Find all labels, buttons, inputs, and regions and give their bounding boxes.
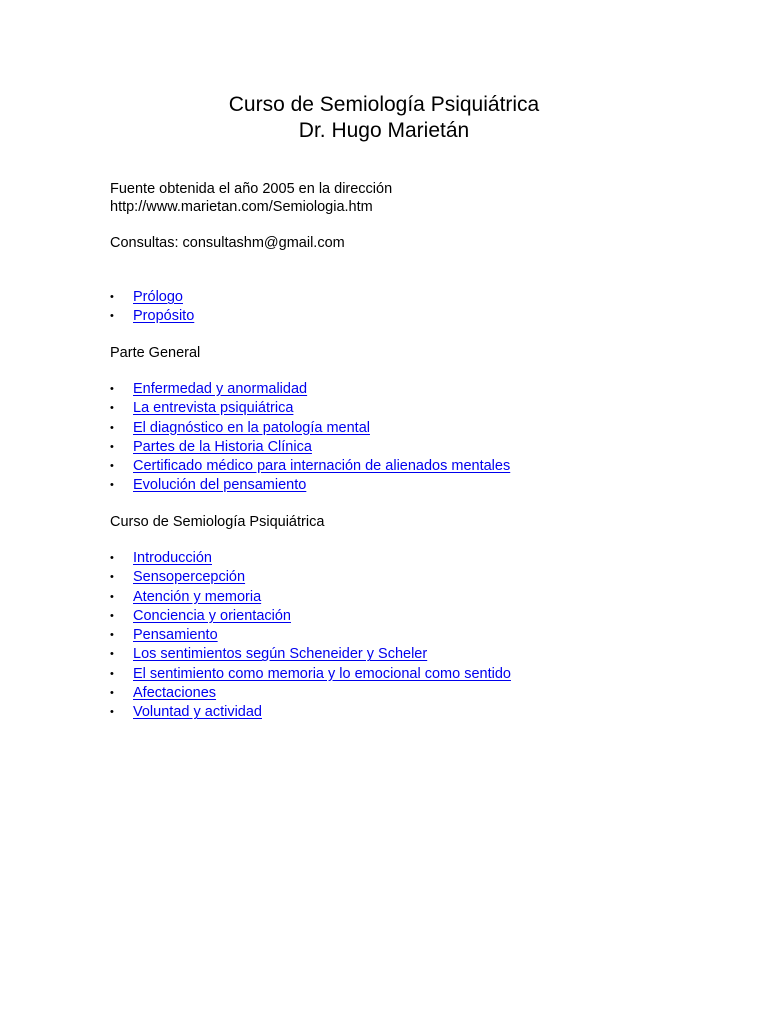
bullet-icon: • <box>110 667 114 680</box>
link-voluntad-actividad[interactable]: Voluntad y actividad <box>133 704 262 721</box>
bullet-icon: • <box>110 648 114 661</box>
list-item <box>110 549 511 568</box>
link-diagnostico-patologia[interactable]: El diagnóstico en la patología mental <box>133 419 370 436</box>
document-author: Dr. Hugo Marietán <box>298 119 470 142</box>
bullet-icon: • <box>110 479 114 492</box>
document-title: Curso de Semiología Psiquiátrica <box>228 93 540 116</box>
section-heading-curso: Curso de Semiología Psiquiátrica <box>110 514 325 530</box>
list-item <box>110 419 510 438</box>
list-item <box>110 399 510 418</box>
link-certificado-medico[interactable]: Certificado médico para internación de alienados mentales <box>133 458 511 475</box>
link-entrevista-psiquiatrica[interactable]: La entrevista psiquiátrica <box>133 400 294 417</box>
link-atencion-memoria[interactable]: Atención y memoria <box>133 588 262 605</box>
link-proposito[interactable]: Propósito <box>133 308 195 325</box>
link-sensopercepcion[interactable]: Sensopercepción <box>133 569 246 586</box>
list-item <box>110 457 510 476</box>
bullet-icon: • <box>110 609 114 622</box>
list-item <box>110 607 511 626</box>
link-prologo[interactable]: Prólogo <box>133 289 183 305</box>
source-url: http://www.marietan.com/Semiologia.htm <box>110 199 373 215</box>
bullet-icon: • <box>110 590 114 603</box>
list-item <box>110 665 511 684</box>
general-link-list <box>110 380 510 496</box>
bullet-icon: • <box>110 460 114 473</box>
list-item <box>110 476 510 495</box>
list-item <box>110 703 511 722</box>
bullet-icon: • <box>110 440 114 453</box>
list-item <box>110 645 511 664</box>
curso-link-list <box>110 549 511 723</box>
link-sentimientos-scheneider-scheler[interactable]: Los sentimientos según Scheneider y Scheler <box>133 646 428 663</box>
section-heading-general: Parte General <box>110 345 201 361</box>
bullet-icon: • <box>110 629 114 642</box>
list-item <box>110 307 194 326</box>
link-introduccion[interactable]: Introducción <box>133 550 212 566</box>
bullet-icon: • <box>110 421 114 434</box>
list-item <box>110 438 510 457</box>
bullet-icon: • <box>110 571 114 584</box>
intro-link-list <box>110 288 194 327</box>
link-sentimiento-memoria[interactable]: El sentimiento como memoria y lo emocional como sentido <box>133 665 511 682</box>
list-item <box>110 626 511 645</box>
link-evolucion-pensamiento[interactable]: Evolución del pensamiento <box>133 477 307 494</box>
bullet-icon: • <box>110 402 114 415</box>
source-note <box>110 180 392 216</box>
list-item <box>110 568 511 587</box>
link-historia-clinica[interactable]: Partes de la Historia Clínica <box>133 438 312 455</box>
bullet-icon: • <box>110 552 114 564</box>
bullet-icon: • <box>110 291 114 303</box>
bullet-icon: • <box>110 310 114 323</box>
list-item <box>110 380 510 399</box>
link-pensamiento[interactable]: Pensamiento <box>133 627 218 644</box>
bullet-icon: • <box>110 383 114 395</box>
bullet-icon: • <box>110 687 114 700</box>
bullet-icon: • <box>110 706 114 719</box>
list-item <box>110 288 194 307</box>
link-afectaciones[interactable]: Afectaciones <box>133 685 217 702</box>
source-line-1: Fuente obtenida el año 2005 en la dirección <box>110 181 393 197</box>
list-item <box>110 684 511 703</box>
link-enfermedad-anormalidad[interactable]: Enfermedad y anormalidad <box>133 381 308 397</box>
list-item <box>110 588 511 607</box>
link-conciencia-orientacion[interactable]: Conciencia y orientación <box>133 607 291 624</box>
contact-line: Consultas: consultashm@gmail.com <box>110 235 345 251</box>
